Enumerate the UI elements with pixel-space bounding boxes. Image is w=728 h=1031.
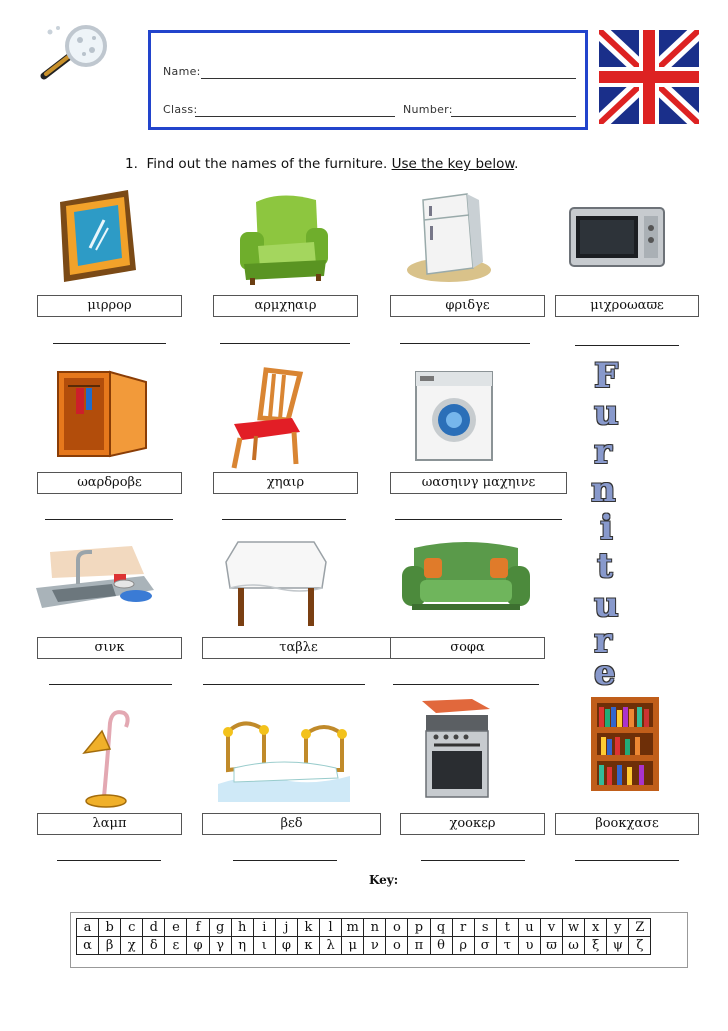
key-latin-row — [77, 919, 651, 937]
key-table — [76, 918, 651, 955]
key-greek-cell: α — [77, 937, 99, 955]
key-greek-cell: β — [99, 937, 121, 955]
key-greek-cell: δ — [143, 937, 165, 955]
answer-line-table[interactable] — [203, 684, 365, 685]
instruction-number: 1. — [125, 156, 138, 172]
number-field[interactable] — [451, 116, 576, 117]
key-latin-cell: i — [253, 919, 275, 937]
key-greek-cell: ζ — [629, 937, 651, 955]
key-latin-cell: l — [320, 919, 342, 937]
word-label-fridge: φριδγε — [390, 295, 545, 317]
word-label-sink: σινκ — [37, 637, 182, 659]
key-greek-cell: ο — [386, 937, 408, 955]
answer-line-wardrobe[interactable] — [45, 519, 173, 520]
key-greek-cell: ω — [563, 937, 585, 955]
key-latin-cell: e — [165, 919, 187, 937]
word-label-microwave: μιχροωαϖε — [555, 295, 699, 317]
word-label-cooker: χοοκερ — [400, 813, 545, 835]
key-latin-cell: p — [408, 919, 430, 937]
key-latin-cell: d — [143, 919, 165, 937]
instruction-text: Find out the names of the furniture. — [146, 156, 388, 172]
answer-line-fridge[interactable] — [400, 343, 530, 344]
key-greek-cell: υ — [518, 937, 540, 955]
answer-line-armchair[interactable] — [220, 343, 350, 344]
key-greek-cell: σ — [474, 937, 496, 955]
key-latin-cell: r — [452, 919, 474, 937]
table-picture — [222, 538, 330, 630]
key-latin-cell: j — [275, 919, 297, 937]
key-latin-cell: b — [99, 919, 121, 937]
key-greek-cell: ι — [253, 937, 275, 955]
key-greek-cell: τ — [496, 937, 518, 955]
washing-machine-picture — [408, 368, 500, 466]
key-latin-cell: a — [77, 919, 99, 937]
word-label-bed: βεδ — [202, 813, 381, 835]
key-greek-cell: λ — [320, 937, 342, 955]
union-jack-flag-icon — [599, 30, 699, 124]
key-greek-cell: χ — [121, 937, 143, 955]
answer-line-washing-machine[interactable] — [395, 519, 562, 520]
instruction-underlined: Use the key below — [391, 156, 515, 172]
key-title: Key: — [369, 873, 399, 887]
key-greek-cell: φ — [275, 937, 297, 955]
key-latin-cell: y — [607, 919, 629, 937]
key-latin-cell: q — [430, 919, 452, 937]
key-greek-cell: φ — [187, 937, 209, 955]
bed-picture — [214, 712, 354, 804]
bookcase-picture — [589, 695, 661, 793]
fridge-picture — [405, 190, 495, 285]
name-label: Name: — [163, 65, 201, 78]
instruction: 1. Find out the names of the furniture. Use the key below. — [125, 156, 519, 172]
key-latin-cell: o — [386, 919, 408, 937]
cooker-picture — [412, 697, 496, 801]
key-greek-cell: μ — [342, 937, 364, 955]
microwave-picture — [566, 202, 668, 272]
key-greek-cell: ξ — [585, 937, 607, 955]
chair-picture — [226, 364, 308, 472]
key-greek-cell: ψ — [607, 937, 629, 955]
answer-line-bed[interactable] — [233, 860, 337, 861]
key-greek-cell: π — [408, 937, 430, 955]
key-latin-cell: h — [231, 919, 253, 937]
answer-line-microwave[interactable] — [575, 345, 679, 346]
key-greek-cell: ρ — [452, 937, 474, 955]
answer-line-lamp[interactable] — [57, 860, 161, 861]
lamp-picture — [80, 703, 136, 809]
sofa-picture — [400, 540, 532, 616]
number-label: Number: — [403, 103, 453, 116]
key-latin-cell: g — [209, 919, 231, 937]
key-latin-cell: n — [364, 919, 386, 937]
word-label-mirror: μιρρορ — [37, 295, 182, 317]
key-latin-cell: x — [585, 919, 607, 937]
key-greek-cell: ν — [364, 937, 386, 955]
word-label-washing-machine: ωασηινγ μαχηινε — [390, 472, 567, 494]
word-label-armchair: αρμχηαιρ — [213, 295, 358, 317]
key-latin-cell: t — [496, 919, 518, 937]
key-latin-cell: v — [540, 919, 562, 937]
sink-picture — [32, 538, 160, 620]
class-label: Class: — [163, 103, 198, 116]
student-info-box — [148, 30, 588, 130]
key-greek-cell: γ — [209, 937, 231, 955]
key-latin-cell: s — [474, 919, 496, 937]
word-label-sofa: σοφα — [390, 637, 545, 659]
key-latin-cell: w — [563, 919, 585, 937]
word-label-table: ταβλε — [202, 637, 395, 659]
answer-line-sink[interactable] — [49, 684, 172, 685]
name-field[interactable] — [201, 78, 576, 79]
mirror-picture — [50, 190, 140, 285]
word-label-chair: χηαιρ — [213, 472, 358, 494]
key-latin-cell: u — [518, 919, 540, 937]
armchair-picture — [236, 192, 331, 287]
magnifying-glass-icon — [36, 24, 122, 84]
answer-line-chair[interactable] — [222, 519, 346, 520]
key-greek-cell: η — [231, 937, 253, 955]
answer-line-cooker[interactable] — [421, 860, 525, 861]
class-field[interactable] — [195, 116, 395, 117]
key-latin-cell: k — [297, 919, 319, 937]
key-greek-cell: θ — [430, 937, 452, 955]
key-greek-cell: ϖ — [540, 937, 562, 955]
key-latin-cell: f — [187, 919, 209, 937]
key-greek-cell: κ — [297, 937, 319, 955]
word-label-wardrobe: ωαρδροβε — [37, 472, 182, 494]
key-latin-cell: Z — [629, 919, 651, 937]
answer-line-mirror[interactable] — [53, 343, 166, 344]
key-greek-row — [77, 937, 651, 955]
key-latin-cell: c — [121, 919, 143, 937]
key-greek-cell: ε — [165, 937, 187, 955]
key-latin-cell: m — [342, 919, 364, 937]
answer-line-bookcase[interactable] — [575, 860, 679, 861]
answer-line-sofa[interactable] — [393, 684, 539, 685]
wardrobe-picture — [54, 366, 152, 462]
word-label-lamp: λαμπ — [37, 813, 182, 835]
word-label-bookcase: βοοκχασε — [555, 813, 699, 835]
